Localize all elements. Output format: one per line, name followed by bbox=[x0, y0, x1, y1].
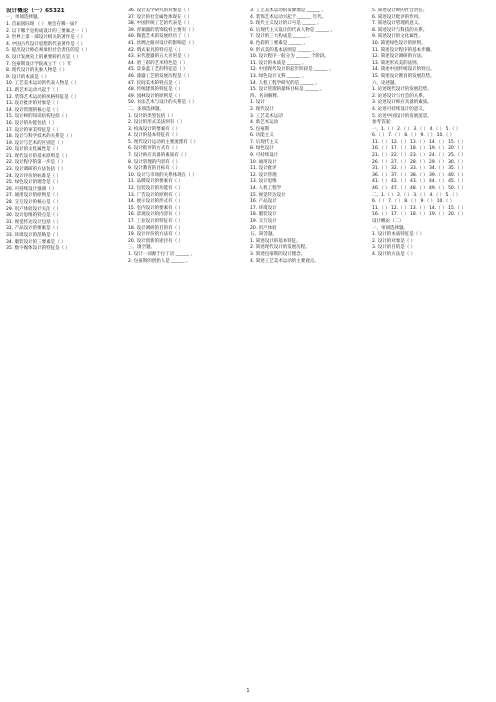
text-line: 13. 简述形式美的法则。 bbox=[372, 60, 422, 66]
column-3 bbox=[250, 8, 368, 686]
text-line: 21.（ ） 22.（ ） 23.（ ） 24.（ ） 25.（ ） bbox=[372, 153, 466, 159]
text-line: 12. 中国现代设计的起步阶段是 ______ 。 bbox=[250, 67, 334, 73]
text-line: 18. 设计调研的目的有（ ） bbox=[128, 225, 184, 231]
text-line: 38. 中国传统工艺的代表是（ ） bbox=[128, 21, 193, 27]
text-line: 6. 功能主义 bbox=[250, 133, 274, 139]
column-1 bbox=[6, 8, 124, 686]
text-line: 20. 设计的文化属性是（ ） bbox=[6, 147, 62, 153]
text-line: 3. 工艺美术运动的发源地是 ______ 。 bbox=[250, 8, 327, 13]
text-line: 11.（ ） 12.（ ） 13.（ ） 14.（ ） 15.（ ） bbox=[372, 139, 466, 145]
text-line: 48. 传统建筑的特征是（ ） bbox=[128, 87, 184, 93]
text-line: 2. 设计的形式美法则有（ ） bbox=[128, 120, 185, 126]
text-line: 37. 设计的社会属性体现在（ ） bbox=[128, 14, 193, 20]
text-line: 5. 论述中国设计的发展前景。 bbox=[372, 113, 432, 119]
text-line: 20. 设计创新的途径有（ ） bbox=[128, 238, 184, 244]
text-line: 2. 包豪斯的创始人是 ______ 。 bbox=[128, 258, 191, 264]
text-line: 16.（ ） 17.（ ） 18.（ ） 19.（ ） 20.（ ） bbox=[372, 212, 466, 218]
text-line: 29. 用户体验设计关注（ ） bbox=[6, 206, 62, 212]
text-line: 25. 绿色设计的理念是（ ） bbox=[6, 180, 62, 186]
text-line: 3. 论述设计师应具备的素质。 bbox=[372, 100, 432, 106]
text-line: 18. 服装设计 bbox=[250, 212, 277, 218]
text-line: 24. 设计评价的标准是（ ） bbox=[6, 173, 62, 179]
text-line: 6.（ ） 7.（ ） 8.（ ） 9.（ ） 10.（ ） bbox=[372, 199, 455, 205]
text-line: 5. 现代设计运动的主要流派有（ ） bbox=[128, 139, 199, 145]
text-line: 1. 首届国际现 （ ） 展会在哪一届? bbox=[6, 22, 77, 27]
text-line: 4. 设计的方法是（ ） bbox=[372, 251, 416, 257]
text-line: 5. 提出设计师必须承担社会责任的是（ ） bbox=[6, 48, 90, 54]
text-line: 2. 现代设计 bbox=[250, 106, 274, 112]
text-line: 13. 设计批评的对象是（ ） bbox=[6, 101, 62, 107]
text-line: 12. 简述设计调研的方法。 bbox=[372, 54, 426, 60]
text-line: 3. 世界上第一部设计相关的著作是（ ） bbox=[6, 35, 86, 41]
text-line: 50. 书法艺术与设计的关系是（ ） bbox=[128, 100, 197, 106]
text-line: 10. 设计程序一般分为 ______ 个阶段。 bbox=[250, 54, 329, 60]
text-line: 9. 简述设计的文化属性。 bbox=[372, 34, 423, 40]
text-line: 17. 工业设计的特征有（ ） bbox=[128, 219, 184, 224]
text-line: 15. 简述设计教育的发展趋势。 bbox=[372, 73, 435, 79]
text-line: 6. 简述设计批评的作用。 bbox=[372, 14, 423, 20]
text-line: 设计概论（二） bbox=[372, 219, 404, 224]
text-line: 10. 工艺美术运动的代表人物是（ ） bbox=[6, 81, 80, 87]
text-line: 一、单项选择题。 bbox=[6, 15, 42, 21]
text-line: 40. 陶瓷艺术的发展经历了（ ） bbox=[128, 34, 193, 40]
text-line: 42. 明式家具的特点是（ ） bbox=[128, 47, 184, 53]
text-line: 21. 现代设计的基本原则是（ ） bbox=[6, 153, 71, 159]
page-number: 1 bbox=[246, 688, 250, 694]
text-line: 11. 设计的本质是 ______ 。 bbox=[250, 60, 307, 66]
text-line: 8. 简述设计与科技的关系。 bbox=[372, 27, 428, 33]
text-line: 11. 设计批评 bbox=[250, 166, 277, 172]
text-line: 19. 设计评价的方法有（ ） bbox=[128, 232, 184, 238]
text-line: 32. 产品设计的要素是（ ） bbox=[6, 226, 62, 232]
text-line: 45. 景泰蓝工艺的特征是（ ） bbox=[128, 67, 188, 73]
text-line: 47. 民间美术的特点是（ ） bbox=[128, 80, 184, 86]
text-line: 44. 唐三彩的艺术特色是（ ） bbox=[128, 60, 188, 66]
text-line: 19. 设计与艺术的区别是（ ） bbox=[6, 140, 66, 146]
text-line: 4. 论述可持续设计的意义。 bbox=[372, 106, 428, 112]
column-4 bbox=[372, 8, 490, 686]
text-line: 4. 装饰艺术运动兴起于 ______ 年代。 bbox=[250, 14, 327, 20]
text-line: 6. 设计发展史上的重要转折点是（ ） bbox=[6, 54, 81, 60]
text-line: 1. 设计一词源于拉丁语 ______ 。 bbox=[128, 251, 196, 257]
text-line: 23. 设计调研的方法包括（ ） bbox=[6, 167, 66, 173]
text-line: 9. 设计的本质是（ ） bbox=[6, 74, 50, 80]
text-line: 13. 绿色设计又称 ______ 。 bbox=[250, 73, 307, 79]
text-line: 7. 包豪斯设计学院成立于（ ）年 bbox=[6, 61, 72, 67]
text-line: 11. 品牌设计的要素有（ ） bbox=[128, 179, 184, 185]
text-line: 11. 新艺术运动兴起于（ ） bbox=[6, 87, 62, 93]
text-line: 参考答案： bbox=[372, 120, 395, 126]
text-line: 15. 室内设计的要素有（ ） bbox=[128, 205, 184, 211]
text-line: 31.（ ） 32.（ ） 33.（ ） 34.（ ） 35.（ ） bbox=[372, 166, 466, 172]
text-line: 19. 交互设计 bbox=[250, 219, 277, 224]
text-line: 14. 设计管理的核心是（ ） bbox=[6, 107, 62, 113]
text-line: 7. 设计的三大构成是 ______ 。 bbox=[250, 34, 313, 40]
text-line: 28. 交互设计的核心是（ ） bbox=[6, 200, 62, 206]
text-line: 3. 设计的目的是（ ） bbox=[372, 245, 416, 251]
text-line: 11. 简述设计程序的基本步骤。 bbox=[372, 47, 435, 53]
text-line: 1. 设计的本质特征是（ ） bbox=[372, 232, 425, 238]
text-line: 35. 数字媒体设计的特征是（ ） bbox=[6, 246, 71, 252]
text-line: 20. 用户体验 bbox=[250, 225, 277, 231]
text-line: 1. 设计 bbox=[250, 100, 265, 106]
text-line: 14. 展示设计的形式有（ ） bbox=[128, 199, 184, 205]
text-line: 15. 设计管理的最终目标是 ______ 。 bbox=[250, 87, 325, 93]
text-line: 4. 中国古代设计思想的代表著作是（ ） bbox=[6, 41, 86, 47]
text-line: 46. 漆器工艺的发展历程是（ ） bbox=[128, 73, 193, 79]
text-line: 10. 通用设计 bbox=[250, 159, 277, 165]
text-line: 16. 设计的功能包括（ ） bbox=[6, 120, 57, 126]
text-line: 5. 现代主义设计的口号是 ______ 。 bbox=[250, 21, 322, 27]
text-line: 30. 设计思维的特点是（ ） bbox=[6, 213, 62, 219]
text-line: 36.（ ） 37.（ ） 38.（ ） 39.（ ） 40.（ ） bbox=[372, 172, 466, 178]
text-line: 41. 丝绸之路对设计的影响是（ ） bbox=[128, 40, 197, 46]
text-line: 四、名词解释。 bbox=[250, 93, 282, 99]
text-line: 16. 景观设计的内容有（ ） bbox=[128, 212, 184, 218]
text-line: 6. 设计批评的方式有（ ） bbox=[128, 146, 181, 152]
text-line: 9. 可持续设计 bbox=[250, 153, 279, 159]
text-line: 1. 简述设计的基本特征。 bbox=[250, 238, 301, 244]
text-line: 11.（ ） 12.（ ） 13.（ ） 14.（ ） 15.（ ） bbox=[372, 205, 466, 211]
text-line: 2. 设计的对象是（ ） bbox=[372, 238, 416, 244]
text-line: 14. 简述中国传统设计的特点。 bbox=[372, 67, 435, 73]
text-line: 17. 环境设计 bbox=[250, 205, 277, 211]
text-line: 2. 以下哪个是构成设计的三要素之一（ ） bbox=[6, 28, 90, 34]
text-line: 1. 设计的类型包括（ ） bbox=[128, 113, 176, 119]
text-line: 46.（ ） 47.（ ） 48.（ ） 49.（ ） 50.（ ） bbox=[372, 186, 466, 192]
text-line: 22. 设计程序的第一步是（ ） bbox=[6, 160, 66, 166]
text-line: 一、单项选择题。 bbox=[372, 225, 408, 231]
text-line: 8. 绿色设计 bbox=[250, 146, 274, 152]
text-line: 9. 形式美的基本法则是 ______ 。 bbox=[250, 47, 318, 53]
text-line: 5. 简述设计师的社会责任。 bbox=[372, 8, 428, 13]
document-title: 设计概论（一）65321 bbox=[6, 8, 65, 14]
text-line: 39. 青铜器的装饰纹样主要有（ ） bbox=[128, 27, 197, 33]
text-line: 41.（ ） 42.（ ） 43.（ ） 44.（ ） 45.（ ） bbox=[372, 179, 466, 185]
text-line: 5. 包豪斯 bbox=[250, 126, 270, 132]
text-line: 12. 装饰艺术运动的风格特征是（ ） bbox=[6, 94, 80, 100]
text-line: 3. 简述包豪斯的设计理念。 bbox=[250, 251, 306, 257]
text-line: 10. 简述绿色设计的原则。 bbox=[372, 40, 426, 46]
text-line: 3. 构成设计的要素有（ ） bbox=[128, 126, 181, 132]
text-line: 一、1.（ ） 2.（ ） 3.（ ） 4.（ ） 5.（ ） bbox=[372, 126, 461, 132]
text-line: 9. 设计教育的目标有（ ） bbox=[128, 166, 181, 172]
text-line: 34. 服装设计的三要素是（ ） bbox=[6, 239, 66, 245]
text-line: 4. 设计的基本特征有（ ） bbox=[128, 133, 181, 139]
text-line: 31. 视觉传达设计包括（ ） bbox=[6, 219, 62, 225]
text-line: 2. 简述现代设计的发展历程。 bbox=[250, 245, 310, 251]
text-line: 12. 包装设计的功能有（ ） bbox=[128, 186, 184, 192]
text-line: 16. 产品设计 bbox=[250, 199, 277, 205]
text-line: 2. 论述设计与社会的关系。 bbox=[372, 93, 428, 99]
text-line: 36. 设计美学研究的对象是（ ） bbox=[128, 8, 193, 13]
text-line: 7. 简述设计管理的意义。 bbox=[372, 21, 423, 27]
text-line: 12. 设计管理 bbox=[250, 172, 277, 178]
text-line: 26. 可持续设计强调（ ） bbox=[6, 186, 57, 192]
text-line: 三、填空题。 bbox=[128, 245, 155, 251]
text-line: 15. 设计师的知识结构包括（ ） bbox=[6, 114, 71, 120]
text-line: 3. 工艺美术运动 bbox=[250, 113, 283, 119]
text-line: 10. 设计与市场的关系体现在（ ） bbox=[128, 172, 197, 178]
text-line: 8. 色彩的三要素是 ______ 。 bbox=[250, 40, 309, 46]
text-line: 33. 环境设计的范畴是（ ） bbox=[6, 233, 62, 238]
text-line: 4. 新艺术运动 bbox=[250, 120, 279, 126]
text-columns bbox=[6, 8, 490, 686]
text-line: 8. 设计管理的内容有（ ） bbox=[128, 159, 181, 165]
text-line: 六、论述题。 bbox=[372, 80, 399, 86]
text-line: 27. 通用设计的原则是（ ） bbox=[6, 193, 62, 199]
text-line: 16.（ ） 17.（ ） 18.（ ） 19.（ ） 20.（ ） bbox=[372, 146, 466, 152]
text-line: 15. 视觉传达设计 bbox=[250, 192, 286, 198]
text-line: 13. 广告设计的原则有（ ） bbox=[128, 192, 184, 198]
text-line: 7. 后现代主义 bbox=[250, 139, 279, 145]
text-line: 二、1.（ ） 2.（ ） 3.（ ） 4.（ ） 5.（ ） bbox=[372, 192, 461, 198]
text-line: 二、多项选择题。 bbox=[128, 106, 164, 112]
text-line: 14. 人机工程学 bbox=[250, 186, 282, 192]
text-line: 4. 简述工艺美术运动的主要观点。 bbox=[250, 258, 319, 264]
text-line: 1. 论述现代设计的发展趋势。 bbox=[372, 87, 432, 93]
text-line: 7. 设计师应具备的素质有（ ） bbox=[128, 153, 190, 159]
text-line: 17. 设计的审美特征是（ ） bbox=[6, 127, 62, 133]
text-line: 6. 后现代主义设计的代表人物是 ______ 。 bbox=[250, 27, 336, 33]
text-line: 14. 人机工程学研究的是 ______ 。 bbox=[250, 80, 320, 86]
text-line: 43. 宋代瓷器的五大名窑是（ ） bbox=[128, 54, 193, 60]
text-line: 6.（ ） 7.（ ） 8.（ ） 9.（ ） 10.（ ） bbox=[372, 133, 455, 139]
text-line: 五、简答题。 bbox=[250, 232, 277, 238]
text-line: 49. 园林设计的原则是（ ） bbox=[128, 93, 184, 99]
column-2 bbox=[128, 8, 246, 686]
text-line: 26.（ ） 27.（ ） 28.（ ） 29.（ ） 30.（ ） bbox=[372, 159, 466, 165]
text-line: 18. 设计与科学技术的关系是（ ） bbox=[6, 134, 75, 140]
text-line: 8. 现代设计的先驱人物是（ ） bbox=[6, 68, 68, 74]
text-line: 13. 设计思维 bbox=[250, 179, 277, 185]
